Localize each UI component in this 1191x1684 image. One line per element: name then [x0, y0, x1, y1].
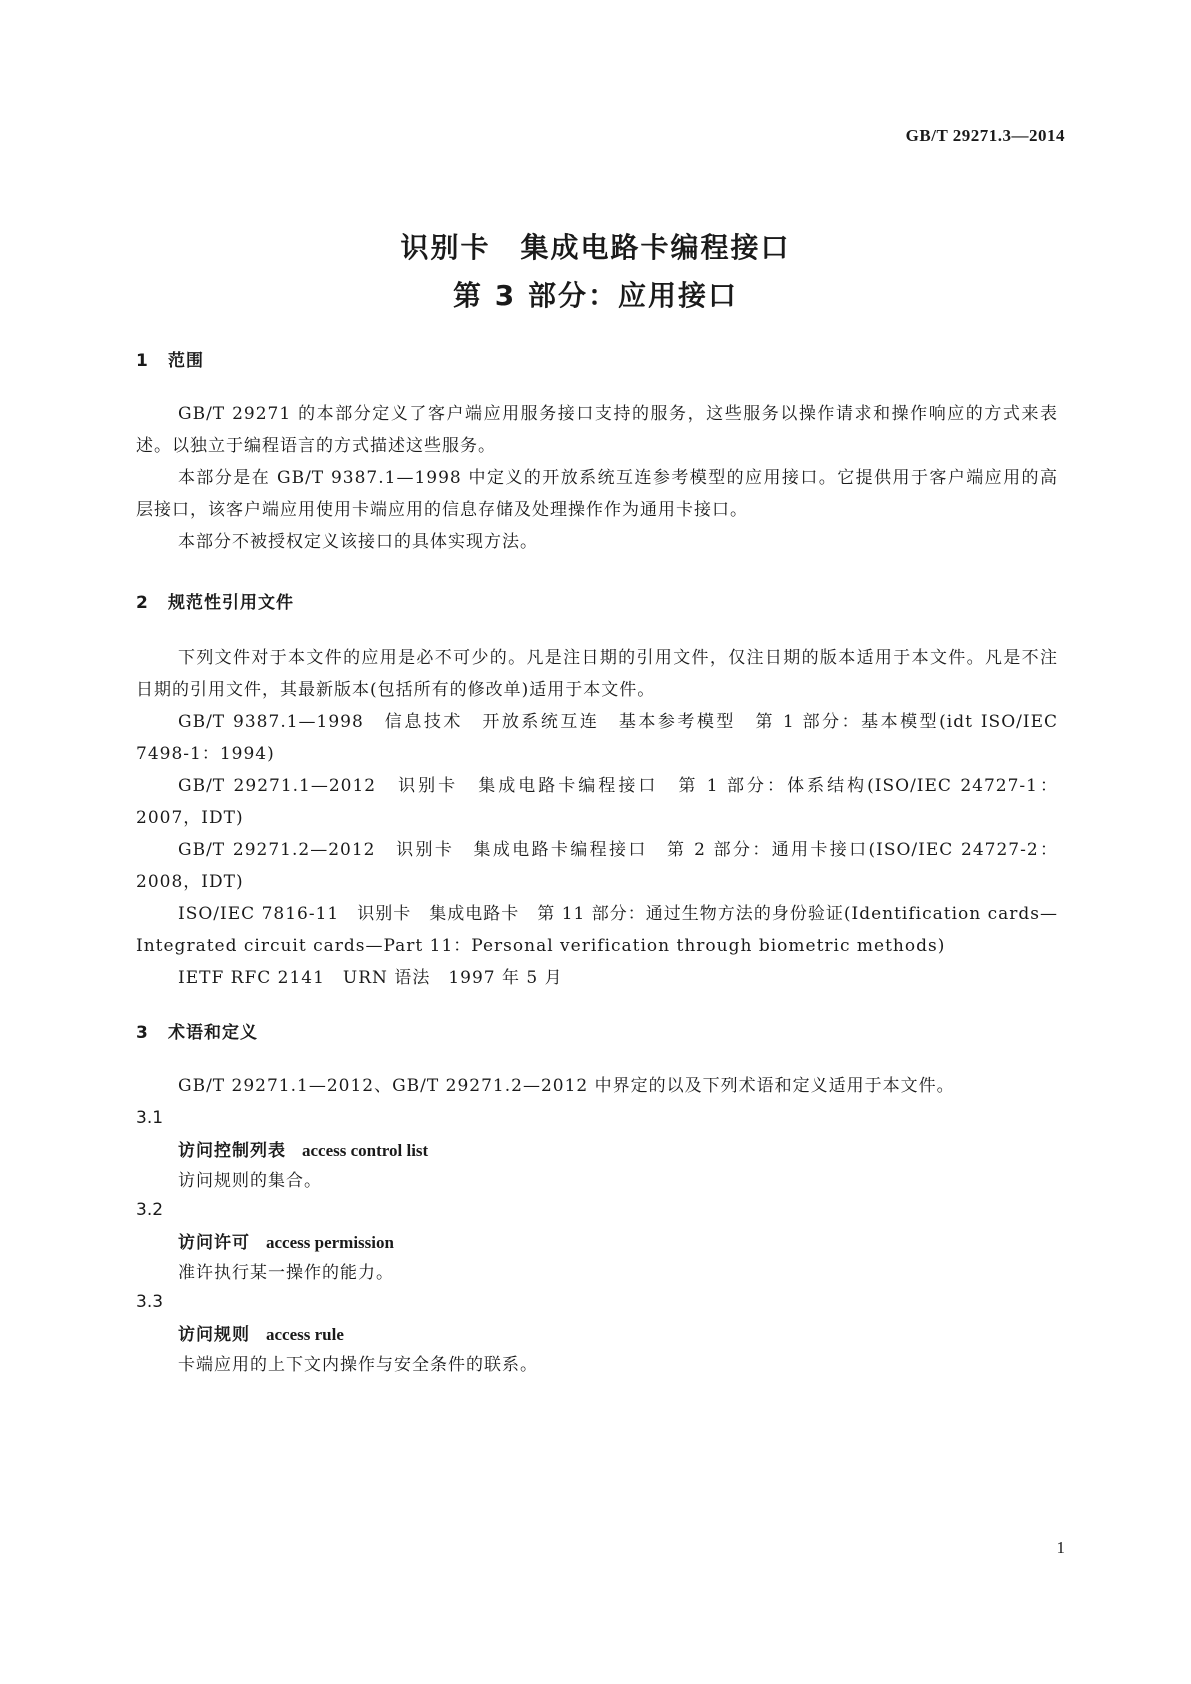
term-definition: 访问规则的集合。 — [178, 1171, 322, 1191]
section-1-paragraph: 本部分是在 GB/T 9387.1—1998 中定义的开放系统互连参考模型的应用接口。它提供用于客户端应用的高层接口，该客户端应用使用卡端应用的信息存储及处理操作作为通用卡接口。 — [136, 468, 1058, 520]
term-number: 3.1 — [136, 1108, 164, 1128]
section-title: 规范性引用文件 — [168, 593, 294, 613]
term-number: 3.3 — [136, 1292, 164, 1312]
section-1-heading — [136, 346, 204, 371]
section-2-heading — [136, 588, 294, 613]
term-definition: 准许执行某一操作的能力。 — [178, 1263, 394, 1283]
section-1-paragraph: 本部分不被授权定义该接口的具体实现方法。 — [178, 532, 538, 552]
document-title-line2: 第 3 部分：应用接口 — [453, 279, 738, 312]
reference-entry: GB/T 29271.2—2012 识别卡 集成电路卡编程接口 第 2 部分：通用卡接口(ISO/IEC 24727-2：2008，IDT) — [136, 840, 1058, 892]
section-3-intro: GB/T 29271.1—2012、GB/T 29271.2—2012 中界定的以及下列术语和定义适用于本文件。 — [178, 1076, 955, 1096]
term-zh: 访问控制列表 — [178, 1141, 286, 1161]
section-number: 1 — [136, 351, 149, 371]
document-title-line1: 识别卡 集成电路卡编程接口 — [400, 231, 791, 264]
reference-entry: IETF RFC 2141 URN 语法 1997 年 5 月 — [178, 968, 563, 988]
term-en: access permission — [266, 1233, 394, 1252]
reference-entry: ISO/IEC 7816-11 识别卡 集成电路卡 第 11 部分：通过生物方法的身份验证(Identification cards—Integrated circuit cards—Part 11：Personal verification through biometric methods) — [136, 904, 1058, 956]
section-number: 2 — [136, 593, 149, 613]
term-en: access control list — [302, 1141, 429, 1160]
term-zh: 访问规则 — [178, 1325, 250, 1345]
term-zh: 访问许可 — [178, 1233, 250, 1253]
term-entry — [178, 1320, 344, 1345]
section-number: 3 — [136, 1023, 149, 1043]
term-number: 3.2 — [136, 1200, 164, 1220]
reference-entry: GB/T 29271.1—2012 识别卡 集成电路卡编程接口 第 1 部分：体系结构(ISO/IEC 24727-1：2007，IDT) — [136, 776, 1058, 828]
term-en: access rule — [266, 1325, 344, 1344]
section-title: 术语和定义 — [168, 1023, 258, 1043]
term-entry — [178, 1136, 428, 1161]
term-definition: 卡端应用的上下文内操作与安全条件的联系。 — [178, 1355, 538, 1375]
section-title: 范围 — [168, 351, 204, 371]
page-number: 1 — [1056, 1538, 1065, 1557]
term-entry — [178, 1228, 394, 1253]
section-1-paragraph: GB/T 29271 的本部分定义了客户端应用服务接口支持的服务，这些服务以操作请求和操作响应的方式来表述。以独立于编程语言的方式描述这些服务。 — [136, 404, 1058, 456]
section-3-heading — [136, 1018, 258, 1043]
standard-number: GB/T 29271.3—2014 — [905, 126, 1065, 145]
section-2-paragraph: 下列文件对于本文件的应用是必不可少的。凡是注日期的引用文件，仅注日期的版本适用于本文件。凡是不注日期的引用文件，其最新版本(包括所有的修改单)适用于本文件。 — [136, 648, 1058, 700]
reference-entry: GB/T 9387.1—1998 信息技术 开放系统互连 基本参考模型 第 1 部分：基本模型(idt ISO/IEC 7498-1：1994) — [136, 712, 1058, 764]
